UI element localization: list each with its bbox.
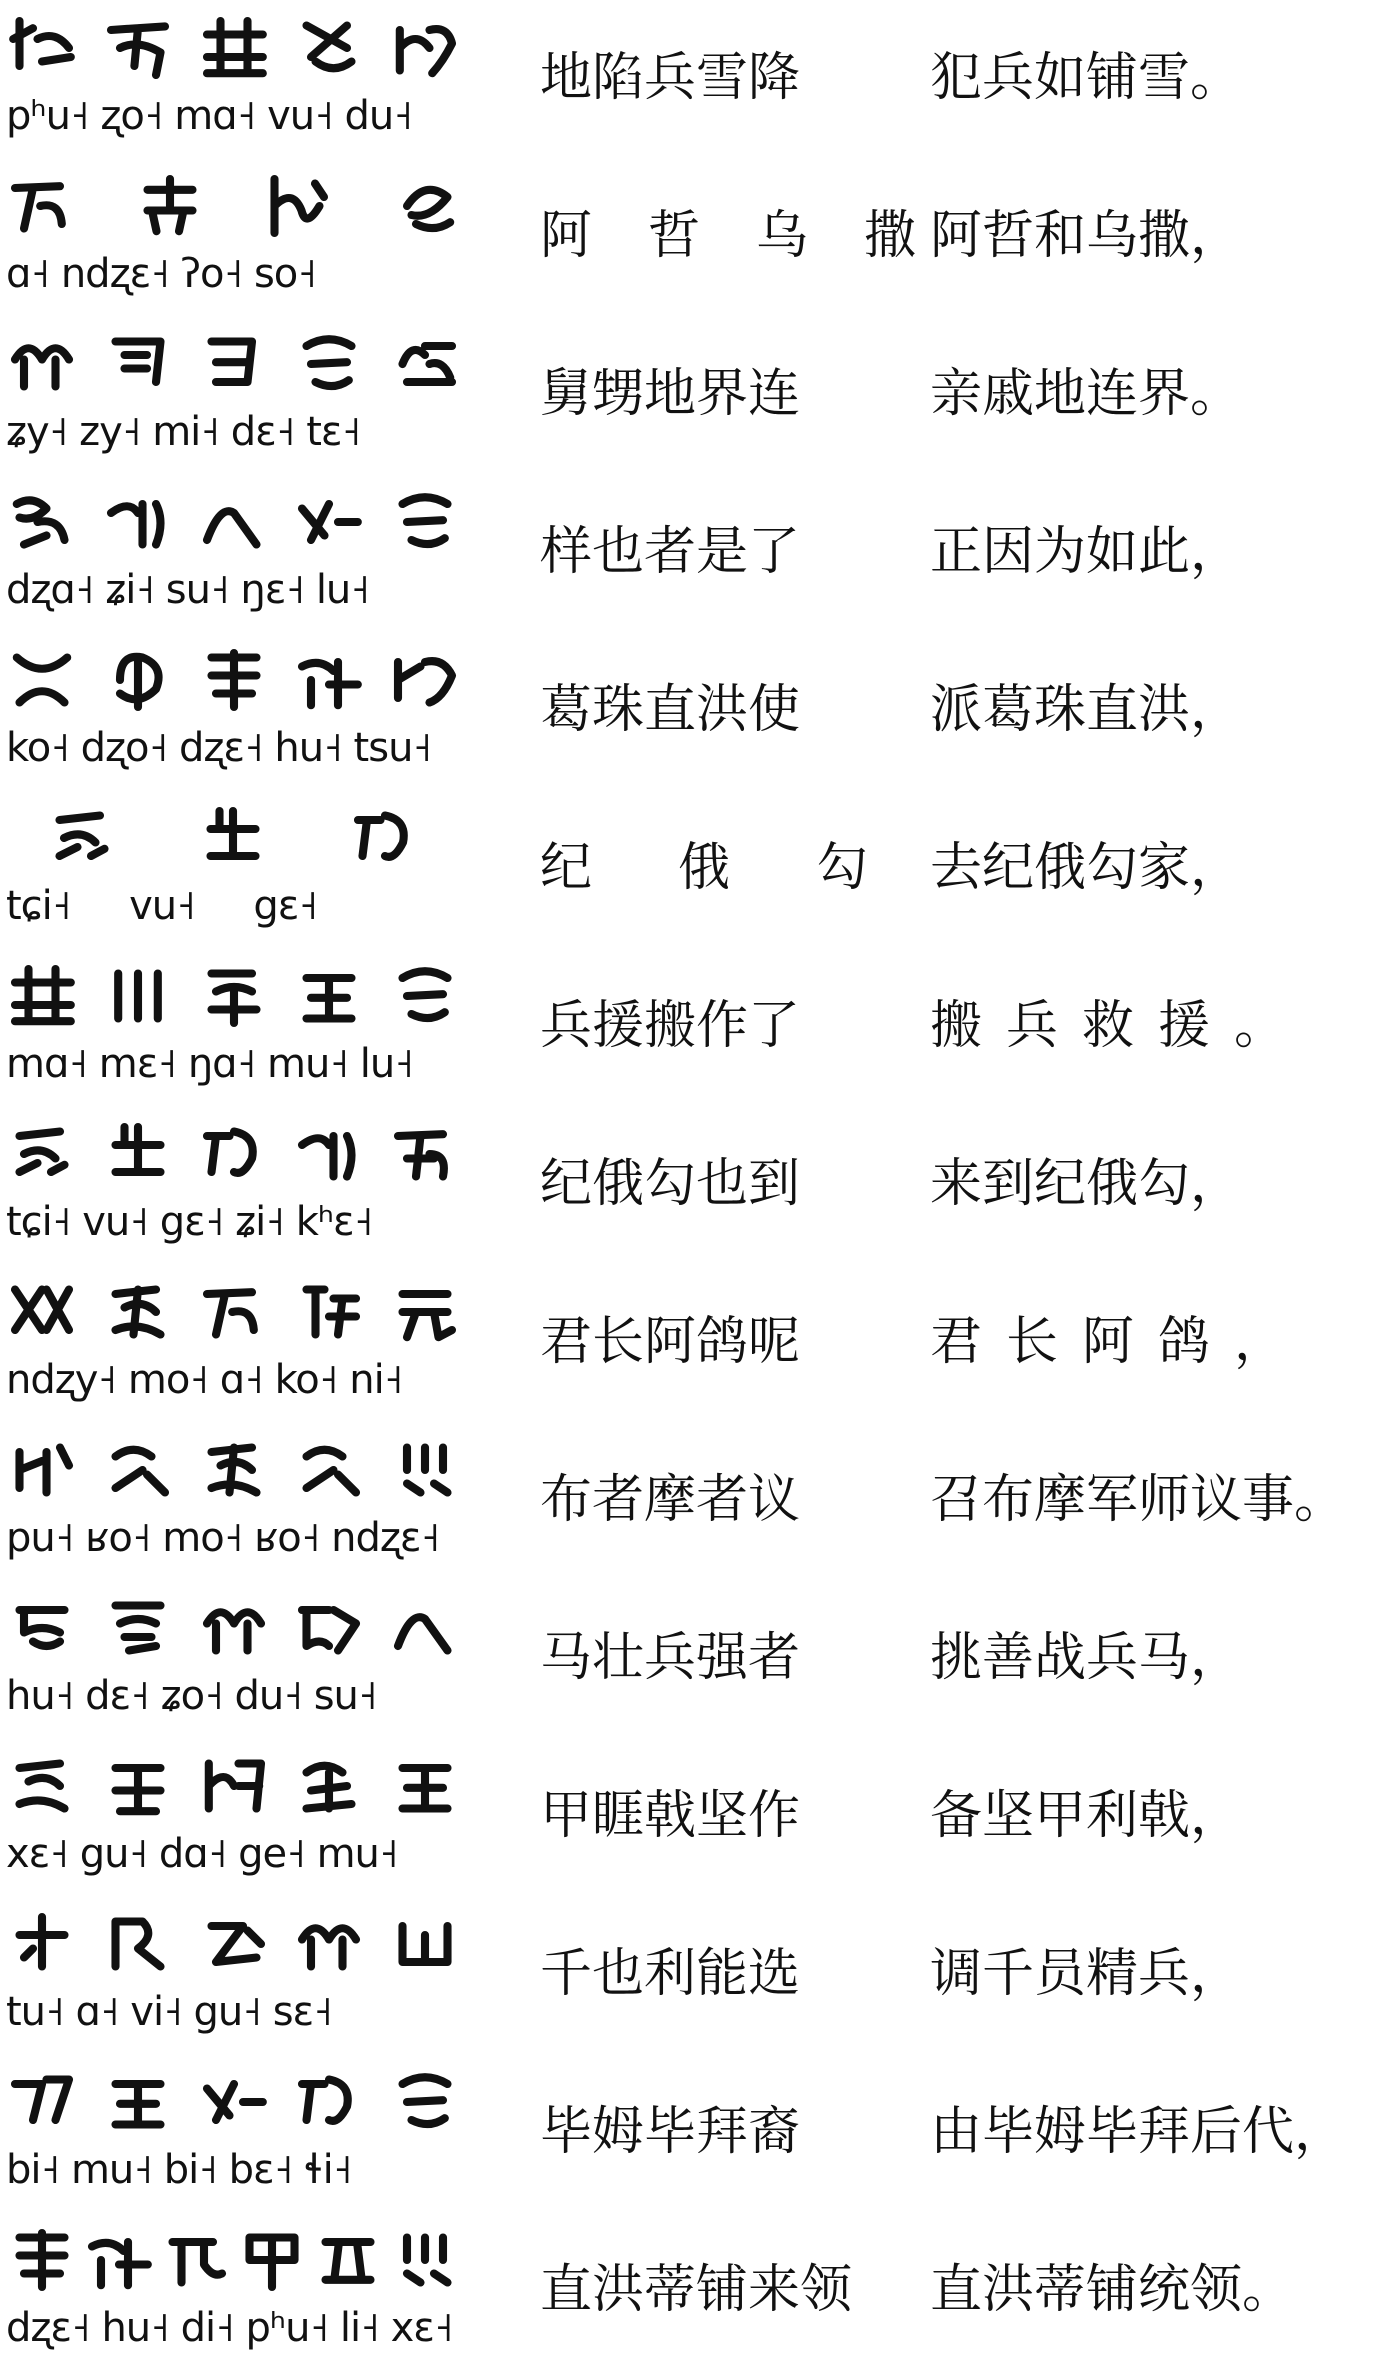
verse-row	[0, 0, 1392, 158]
yi-glyph	[389, 2062, 461, 2142]
yi-script-line	[6, 794, 461, 882]
yi-glyph	[6, 1588, 78, 1668]
yi-glyph	[293, 1904, 365, 1984]
yi-glyph	[293, 1746, 365, 1826]
romanization: dʐɛ˧ hu˧ di˧ pʰu˧ li˧ xɛ˧	[6, 2305, 453, 2351]
yi-glyph	[6, 640, 78, 720]
yi-glyph	[293, 8, 365, 88]
verse-row	[0, 2212, 1392, 2370]
yi-glyph	[6, 482, 78, 562]
verse-row	[0, 2054, 1392, 2212]
yi-glyph	[198, 1904, 270, 1984]
script-cell	[6, 2216, 461, 2366]
yi-glyph	[6, 1272, 78, 1352]
yi-glyph	[197, 798, 269, 878]
yi-glyph	[389, 1114, 461, 1194]
yi-script-line	[6, 1110, 461, 1198]
romanization: mɑ˧ mɛ˧ ŋɑ˧ mu˧ lu˧	[6, 1041, 413, 1087]
romanization: tu˧ ɑ˧ vi˧ gu˧ sɛ˧	[6, 1989, 332, 2035]
word-gloss: 阿哲乌撒	[540, 206, 973, 266]
script-cell	[6, 636, 461, 786]
yi-glyph	[293, 1588, 365, 1668]
yi-script-line	[6, 4, 461, 92]
yi-glyph	[389, 8, 461, 88]
word-gloss: 君长阿鸽呢	[540, 1312, 801, 1372]
yi-glyph	[6, 166, 78, 246]
verse-row	[0, 1264, 1392, 1422]
yi-script-line	[6, 1268, 461, 1356]
chinese-translation: 亲戚地连界。	[930, 364, 1243, 424]
yi-glyph	[6, 1904, 78, 1984]
yi-glyph	[46, 798, 118, 878]
yi-glyph	[6, 956, 78, 1036]
verse-row	[0, 1738, 1392, 1896]
yi-glyph	[293, 482, 365, 562]
chinese-translation: 召布摩军师议事。	[930, 1470, 1347, 1530]
romanization: ko˧ dʐo˧ dʐɛ˧ hu˧ tsu˧	[6, 725, 432, 771]
verse-row	[0, 474, 1392, 632]
romanization: tɕi˧ vu˧ gɛ˧	[6, 883, 318, 929]
yi-glyph	[198, 1588, 270, 1668]
yi-script-line	[6, 952, 461, 1040]
yi-glyph	[6, 8, 78, 88]
chinese-translation: 调千员精兵，	[930, 1944, 1243, 2004]
yi-glyph	[6, 1430, 78, 1510]
yi-glyph	[6, 1746, 78, 1826]
romanization: tɕi˧ vu˧ gɛ˧ ʑi˧ kʰɛ˧	[6, 1199, 373, 1245]
word-gloss: 兵援搬作了	[540, 996, 801, 1056]
chinese-translation: 正因为如此，	[930, 522, 1243, 582]
yi-glyph	[293, 1114, 365, 1194]
yi-glyph	[312, 2220, 384, 2300]
yi-glyph	[6, 1114, 78, 1194]
script-cell	[6, 162, 461, 312]
word-gloss: 纪俄勾也到	[540, 1154, 801, 1214]
romanization: pu˧ ʁo˧ mo˧ ʁo˧ ndʐɛ˧	[6, 1515, 440, 1561]
yi-glyph	[389, 956, 461, 1036]
verse-row	[0, 1580, 1392, 1738]
yi-glyph	[198, 1430, 270, 1510]
word-gloss: 千也利能选	[540, 1944, 801, 2004]
chinese-translation: 来到纪俄勾，	[930, 1154, 1243, 1214]
chinese-translation: 去纪俄勾家，	[930, 838, 1243, 898]
yi-glyph	[83, 2220, 155, 2300]
chinese-translation: 阿哲和乌撒，	[930, 206, 1243, 266]
word-gloss: 甲睚戟坚作	[540, 1786, 801, 1846]
script-cell	[6, 952, 461, 1102]
yi-glyph	[293, 1272, 365, 1352]
yi-glyph	[293, 2062, 365, 2142]
word-gloss: 纪俄勾	[540, 838, 955, 898]
yi-glyph	[389, 1746, 461, 1826]
yi-glyph	[159, 2220, 231, 2300]
chinese-translation: 派葛珠直洪，	[930, 680, 1243, 740]
romanization: xɛ˧ gu˧ dɑ˧ ge˧ mu˧	[6, 1831, 398, 1877]
yi-glyph	[389, 166, 461, 246]
chinese-translation: 挑善战兵马，	[930, 1628, 1243, 1688]
word-gloss: 葛珠直洪使	[540, 680, 801, 740]
yi-glyph	[293, 956, 365, 1036]
verse-row	[0, 158, 1392, 316]
script-cell	[6, 1110, 461, 1260]
yi-glyph	[102, 2062, 174, 2142]
romanization: pʰu˧ ʐo˧ mɑ˧ vu˧ du˧	[6, 93, 412, 139]
script-cell	[6, 478, 461, 628]
yi-glyph	[198, 8, 270, 88]
yi-glyph	[102, 8, 174, 88]
romanization: bi˧ mu˧ bi˧ bɛ˧ ɬi˧	[6, 2147, 352, 2193]
chinese-translation: 由毕姆毕拜后代，	[930, 2102, 1347, 2162]
chinese-translation: 备坚甲利戟，	[930, 1786, 1243, 1846]
yi-glyph	[349, 798, 421, 878]
yi-glyph	[261, 166, 333, 246]
yi-glyph	[293, 640, 365, 720]
yi-glyph	[102, 1430, 174, 1510]
yi-glyph	[389, 482, 461, 562]
verse-row	[0, 632, 1392, 790]
script-cell	[6, 1426, 461, 1576]
yi-glyph	[198, 1114, 270, 1194]
script-cell	[6, 1268, 461, 1418]
yi-glyph	[198, 956, 270, 1036]
chinese-translation: 犯兵如铺雪。	[930, 48, 1243, 108]
yi-glyph	[389, 1904, 461, 1984]
yi-script-line	[6, 636, 461, 724]
yi-glyph	[102, 956, 174, 1036]
yi-glyph	[198, 482, 270, 562]
yi-glyph	[198, 2062, 270, 2142]
yi-script-line	[6, 2058, 461, 2146]
word-gloss: 直洪蒂铺来领	[540, 2260, 853, 2320]
script-cell	[6, 2058, 461, 2208]
yi-glyph	[134, 166, 206, 246]
yi-glyph	[102, 1588, 174, 1668]
word-gloss: 地陷兵雪降	[540, 48, 801, 108]
script-cell	[6, 4, 461, 154]
chinese-translation: 君长阿鸽，	[930, 1312, 1311, 1372]
yi-glyph	[293, 1430, 365, 1510]
yi-script-line	[6, 1426, 461, 1514]
verse-row	[0, 1106, 1392, 1264]
yi-glyph	[389, 1588, 461, 1668]
word-gloss: 舅甥地界连	[540, 364, 801, 424]
yi-glyph	[389, 1272, 461, 1352]
verse-row	[0, 948, 1392, 1106]
yi-glyph	[102, 1272, 174, 1352]
verse-row	[0, 1422, 1392, 1580]
yi-glyph	[6, 2220, 78, 2300]
yi-script-line	[6, 162, 461, 250]
yi-glyph	[389, 1430, 461, 1510]
script-cell	[6, 1900, 461, 2050]
word-gloss: 布者摩者议	[540, 1470, 801, 1530]
yi-script-line	[6, 1742, 461, 1830]
script-cell	[6, 794, 461, 944]
verse-row	[0, 1896, 1392, 2054]
yi-glyph	[389, 324, 461, 404]
yi-script-line	[6, 1584, 461, 1672]
script-cell	[6, 320, 461, 470]
yi-script-line	[6, 320, 461, 408]
yi-glyph	[102, 482, 174, 562]
yi-glyph	[198, 324, 270, 404]
yi-glyph	[236, 2220, 308, 2300]
script-cell	[6, 1584, 461, 1734]
yi-glyph	[6, 2062, 78, 2142]
yi-glyph	[389, 640, 461, 720]
romanization: ʑy˧ zy˧ mi˧ dɛ˧ tɛ˧	[6, 409, 361, 455]
yi-glyph	[102, 1114, 174, 1194]
romanization: ɑ˧ ndʐɛ˧ ʔo˧ so˧	[6, 251, 316, 297]
verse-row	[0, 790, 1392, 948]
yi-glyph	[102, 1904, 174, 1984]
word-gloss: 样也者是了	[540, 522, 801, 582]
chinese-translation: 搬兵救援。	[930, 996, 1311, 1056]
word-gloss: 马壮兵强者	[540, 1628, 801, 1688]
yi-glyph	[102, 1746, 174, 1826]
romanization: dʐɑ˧ ʑi˧ su˧ ŋɛ˧ lu˧	[6, 567, 370, 613]
yi-glyph	[102, 324, 174, 404]
script-cell	[6, 1742, 461, 1892]
yi-script-line	[6, 478, 461, 566]
yi-glyph	[102, 640, 174, 720]
yi-glyph	[293, 324, 365, 404]
romanization: hu˧ dɛ˧ ʑo˧ du˧ su˧	[6, 1673, 377, 1719]
yi-glyph	[6, 324, 78, 404]
yi-glyph	[389, 2220, 461, 2300]
yi-glyph	[198, 640, 270, 720]
yi-script-line	[6, 2216, 461, 2304]
yi-glyph	[198, 1272, 270, 1352]
chinese-translation: 直洪蒂铺统领。	[930, 2260, 1295, 2320]
yi-script-line	[6, 1900, 461, 1988]
word-gloss: 毕姆毕拜裔	[540, 2102, 801, 2162]
verse-row	[0, 316, 1392, 474]
yi-glyph	[198, 1746, 270, 1826]
romanization: ndʐy˧ mo˧ ɑ˧ ko˧ ni˧	[6, 1357, 403, 1403]
